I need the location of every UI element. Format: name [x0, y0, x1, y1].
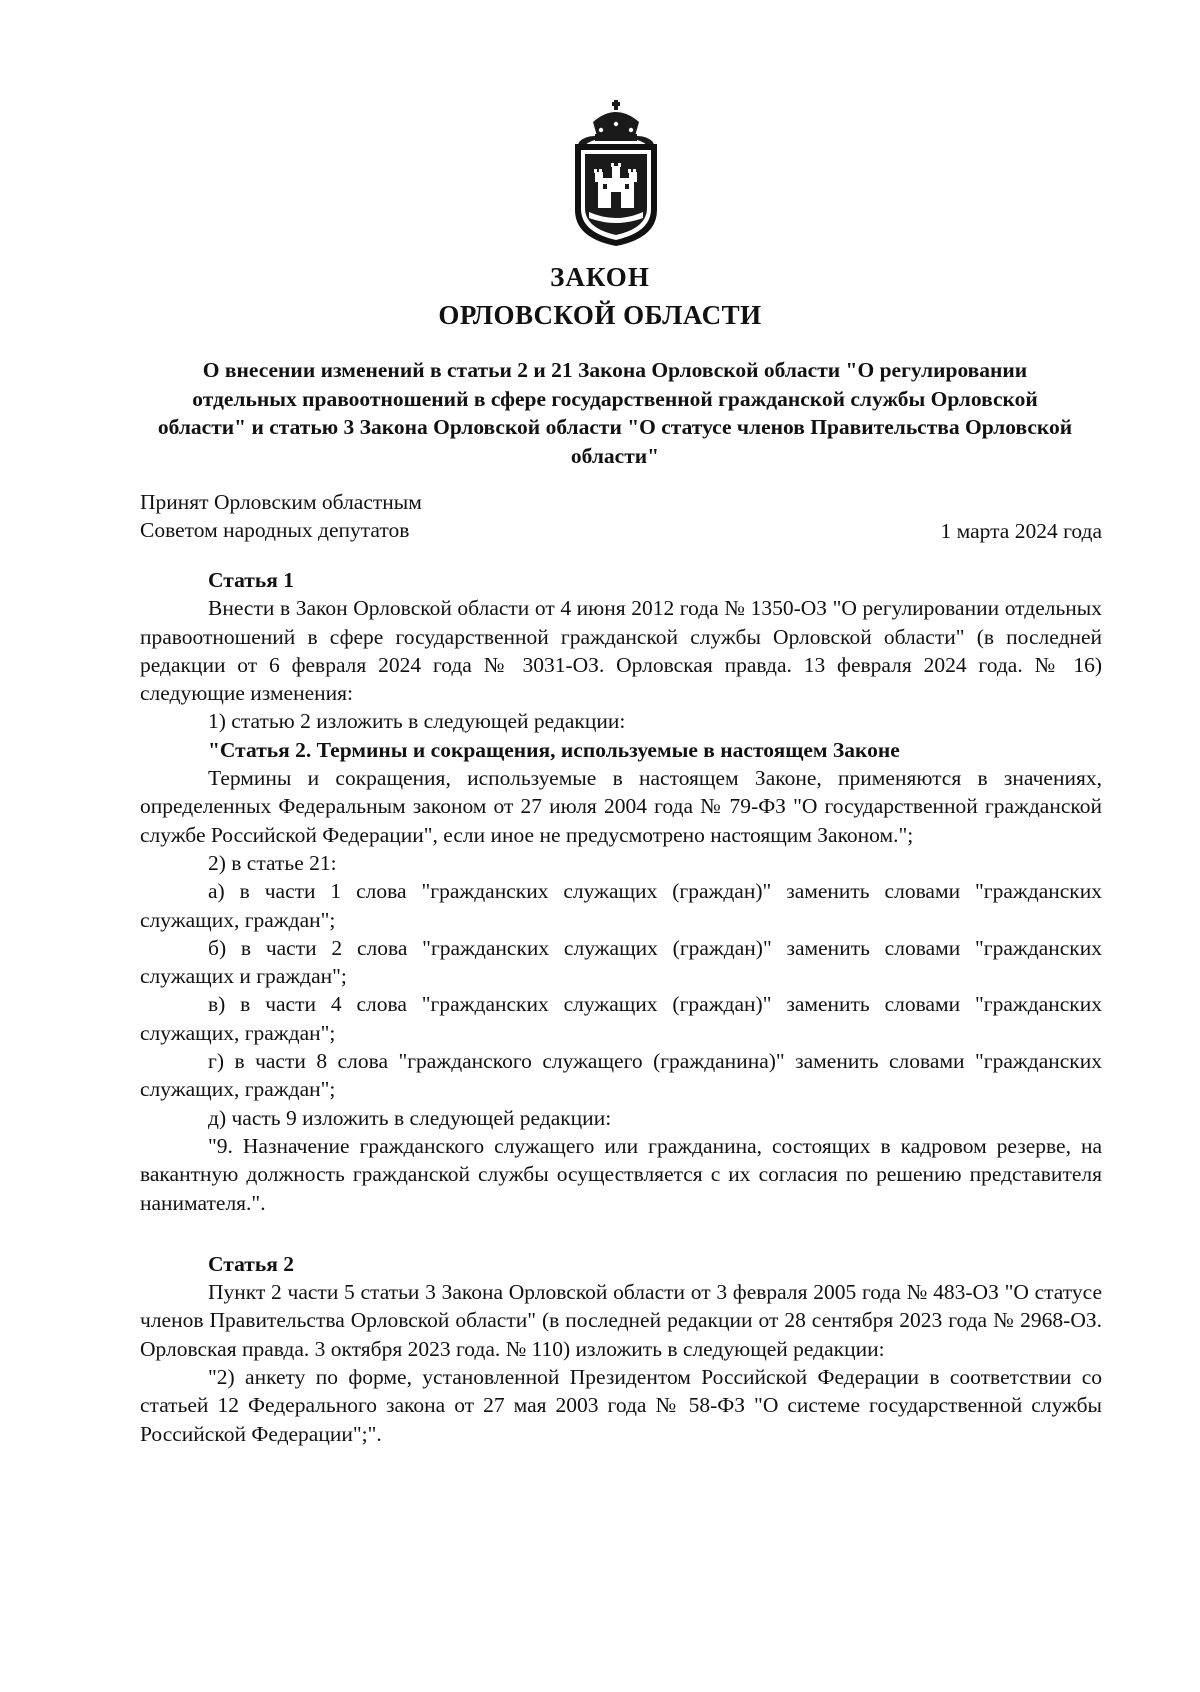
article-subitem: а) в части 1 слова "гражданских служащих (граждан)" заменить словами "гражданских служащих, граждан"; [140, 879, 1102, 932]
coat-of-arms-icon [565, 100, 667, 248]
article-subitem: г) в части 8 слова "гражданского служащего (гражданина)" заменить словами "гражданских служащих, граждан"; [140, 1049, 1102, 1102]
article-paragraph: Термины и сокращения, используемые в настоящем Законе, применяются в значениях, определенных Федеральным законом от 27 июля 2004 года № 79-ФЗ "О государственной гражданской службе Российской Федерации", если иное не предусмотрено настоящим Законом."; [140, 766, 1102, 847]
document-title-region: ОРЛОВСКОЙ ОБЛАСТИ [438, 300, 762, 330]
article-paragraph: "2) анкету по форме, установленной Президентом Российской Федерации в соответствии со статьей 12 Федерального закона от 27 мая 2003 года № 58-ФЗ "О системе государственной службы Российской Федерации";". [140, 1365, 1102, 1446]
law-subject-heading: О внесении изменений в статьи 2 и 21 Закона Орловской области "О регулировании отдельных правоотношений в сфере государственной гражданской службы Орловской области" и статью 3 Закона Орловской области "О статусе членов Правительства Орловской области" [157, 358, 1073, 468]
adoption-authority [140, 488, 422, 544]
article-paragraph: Внести в Закон Орловской области от 4 июня 2012 года № 1350-ОЗ "О регулировании отдельных правоотношений в сфере государственной гражданской службы Орловской области" (в последней редакции от 6 февраля 2024 года № 3031-ОЗ. Орловская правда. 13 февраля 2024 года. № 16) следующие изменения: [140, 596, 1102, 706]
spacer [140, 1217, 1102, 1250]
document-title: ЗАКОН [550, 262, 650, 292]
article-paragraph: "9. Назначение гражданского служащего или гражданина, состоящих в кадровом резерве, на вакантную должность гражданской службы осуществляется с их согласия по решению представителя нанимателя.". [140, 1133, 1102, 1215]
quoted-article-heading: "Статья 2. Термины и сокращения, используемые в настоящем Законе [208, 737, 900, 762]
article-item: 1) статью 2 изложить в следующей редакции: [208, 709, 626, 734]
article-heading: Статья 1 [208, 568, 294, 592]
article-heading: Статья 2 [208, 1251, 294, 1276]
article-subitem: б) в части 2 слова "гражданских служащих (граждан)" заменить словами "гражданских служащих и граждан"; [140, 935, 1102, 989]
article-subitem: в) в части 4 слова "гражданских служащих (граждан)" заменить словами "гражданских служащих, граждан"; [140, 992, 1102, 1045]
law-body [140, 566, 1102, 1448]
article-subitem: д) часть 9 изложить в следующей редакции: [208, 1105, 612, 1130]
adoption-line: Принят Орловским областным [140, 490, 422, 514]
article-item: 2) в статье 21: [208, 850, 337, 875]
adoption-line: Советом народных депутатов [140, 518, 410, 542]
adoption-date: 1 марта 2024 года [940, 519, 1102, 543]
article-paragraph: Пункт 2 части 5 статьи 3 Закона Орловской области от 3 февраля 2005 года № 483-ОЗ "О статусе членов Правительства Орловской области" (в последней редакции от 28 сентября 2023 года № 2968-ОЗ. Орловская правда. 3 октября 2023 года. № 110) изложить в следующей редакции: [140, 1280, 1102, 1361]
